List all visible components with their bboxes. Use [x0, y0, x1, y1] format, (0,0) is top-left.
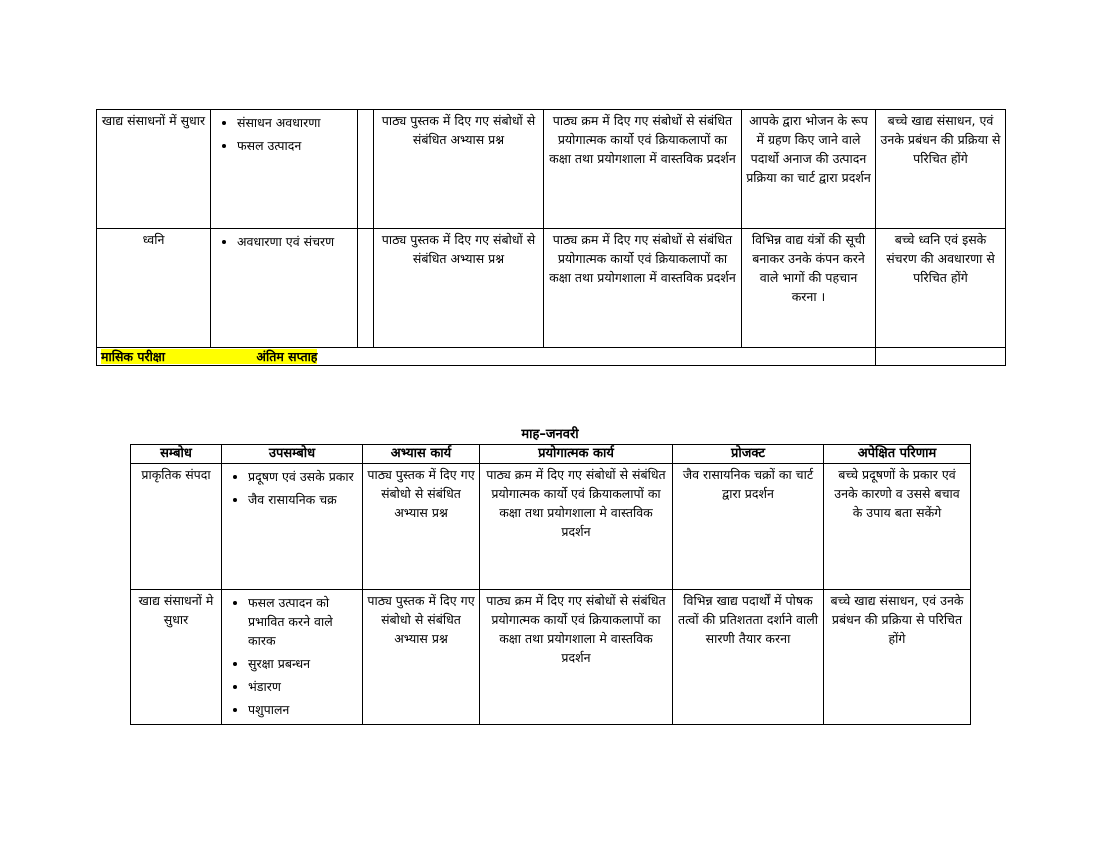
subtopic-cell	[222, 464, 363, 590]
list-item: • पशुपालन	[248, 700, 358, 719]
topic-cell: प्राकृतिक संपदा	[131, 464, 222, 590]
exam-label: मासिक परीक्षा अंतिम सप्ताह	[101, 349, 318, 364]
project-cell: आपके द्वारा भोजन के रूप में ग्रहण किए जाने वाले पदार्थो अनाज की उत्पादन प्रक्रिया का चार्ट द्वारा प्रदर्शन	[742, 110, 876, 229]
subtopic-list	[226, 593, 358, 719]
list-item: • अवधारणा एवं संचरण	[237, 232, 353, 251]
column-header: अपेक्षित परिणाम	[824, 445, 971, 464]
empty-cell	[358, 229, 374, 348]
empty-cell	[876, 348, 1006, 366]
project-cell: विभिन्न वाद्य यंत्रों की सूची बनाकर उनके कंपन करने वाले भागों की पहचान करना ।	[742, 229, 876, 348]
practical-cell: पाठ्य क्रम में दिए गए संबोधों से संबंधित प्रयोगात्मक कार्यो एवं क्रियाकलापों का कक्षा तथा प्रयोगशाला मे वास्तविक प्रदर्शन	[480, 590, 673, 725]
table-row	[131, 590, 971, 725]
list-item: • संसाधन अवधारणा	[237, 113, 353, 132]
subtopic-list	[215, 232, 353, 251]
practical-cell: पाठ्य क्रम में दिए गए संबोधों से संबंधित प्रयोगात्मक कार्यो एवं क्रियाकलापों का कक्षा तथा प्रयोगशाला में वास्तविक प्रदर्शन	[544, 110, 742, 229]
list-item: • जैव रासायनिक चक्र	[248, 490, 358, 509]
curriculum-table-january	[130, 444, 971, 725]
topic-cell: ध्वनि	[97, 229, 211, 348]
column-header: प्रोजक्ट	[673, 445, 824, 464]
column-header: प्रयोगात्मक कार्य	[480, 445, 673, 464]
table-row	[97, 110, 1006, 229]
exam-cell	[97, 348, 876, 366]
subtopic-list	[226, 467, 358, 509]
subtopic-list	[215, 113, 353, 155]
column-header: सम्बोध	[131, 445, 222, 464]
header-row	[131, 445, 971, 464]
exercise-cell: पाठ्य पुस्तक में दिए गए संबोधो से संबंधित अभ्यास प्रश्न	[363, 590, 480, 725]
empty-cell	[358, 110, 374, 229]
column-header: उपसम्बोध	[222, 445, 363, 464]
project-cell: जैव रासायनिक चक्रों का चार्ट द्वारा प्रदर्शन	[673, 464, 824, 590]
practical-cell: पाठ्य क्रम में दिए गए संबोधों से संबंधित प्रयोगात्मक कार्यो एवं क्रियाकलापों का कक्षा तथा प्रयोगशाला मे वास्तविक प्रदर्शन	[480, 464, 673, 590]
list-item: • फसल उत्पादन	[237, 136, 353, 155]
outcome-cell: बच्चे प्रदूषणों के प्रकार एवं उनके कारणो व उससे बचाव के उपाय बता सकेंगे	[824, 464, 971, 590]
month-title: माह–जनवरी	[521, 427, 579, 442]
table-row	[97, 229, 1006, 348]
list-item: • फसल उत्पादन को प्रभावित करने वाले कारक	[248, 593, 358, 650]
list-item: • भंडारण	[248, 677, 358, 696]
list-item: • प्रदूषण एवं उसके प्रकार	[248, 467, 358, 486]
subtopic-cell	[211, 110, 358, 229]
table-row	[131, 464, 971, 590]
column-header: अभ्यास कार्य	[363, 445, 480, 464]
list-item: • सुरक्षा प्रबन्धन	[248, 654, 358, 673]
subtopic-cell	[222, 590, 363, 725]
exam-row	[97, 348, 1006, 366]
exercise-cell: पाठ्य पुस्तक में दिए गए संबोधों से संबंधित अभ्यास प्रश्न	[374, 110, 544, 229]
exercise-cell: पाठ्य पुस्तक में दिए गए संबोधो से संबंधित अभ्यास प्रश्न	[363, 464, 480, 590]
outcome-cell: बच्चे ध्वनि एवं इसके संचरण की अवधारणा से परिचित होंगे	[876, 229, 1006, 348]
topic-cell: खाद्य संसाधनों में सुधार	[97, 110, 211, 229]
topic-cell: खाद्य संसाधनों मे सुधार	[131, 590, 222, 725]
project-cell: विभिन्न खाद्य पदार्थों में पोषक तत्वों की प्रतिशतता दर्शाने वाली सारणी तैयार करना	[673, 590, 824, 725]
outcome-cell: बच्चे खाद्य संसाधन, एवं उनके प्रबंधन की प्रक्रिया से परिचित होंगे	[876, 110, 1006, 229]
exercise-cell: पाठ्य पुस्तक में दिए गए संबोधों से संबंधित अभ्यास प्रश्न	[374, 229, 544, 348]
practical-cell: पाठ्य क्रम में दिए गए संबोधों से संबंधित प्रयोगात्मक कार्यो एवं क्रियाकलापों का कक्षा तथा प्रयोगशाला में वास्तविक प्रदर्शन	[544, 229, 742, 348]
subtopic-cell	[211, 229, 358, 348]
curriculum-table-previous	[96, 109, 1006, 366]
outcome-cell: बच्चे खाद्य संसाधन, एवं उनके प्रबंधन की प्रक्रिया से परिचित होंगे	[824, 590, 971, 725]
